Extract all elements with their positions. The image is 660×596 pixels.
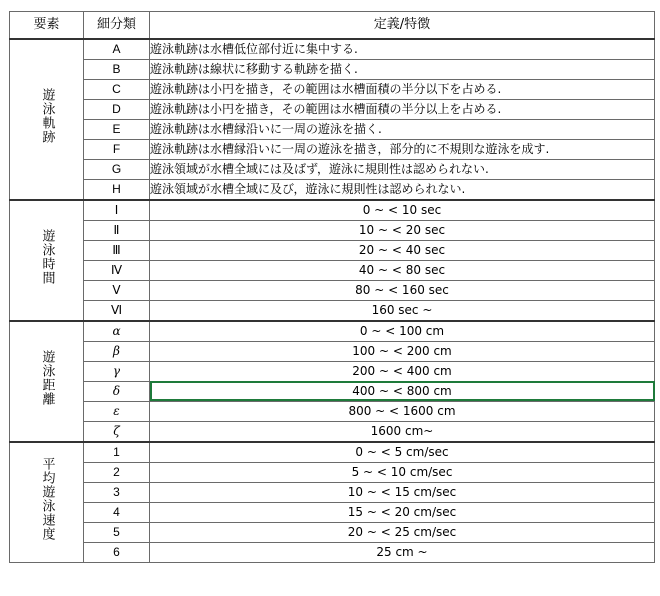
table-row bbox=[10, 280, 655, 300]
subclass-cell[interactable]: 3 bbox=[84, 482, 150, 502]
subclass-cell[interactable]: Ⅱ bbox=[84, 220, 150, 240]
definition-cell[interactable]: 100 ~ < 200 cm bbox=[150, 341, 655, 361]
subclass-cell[interactable]: Ⅴ bbox=[84, 280, 150, 300]
definition-cell[interactable]: 200 ~ < 400 cm bbox=[150, 361, 655, 381]
table-row bbox=[10, 240, 655, 260]
definition-cell[interactable]: 遊泳領域が水槽全域に及び，遊泳に規則性は認められない. bbox=[150, 179, 655, 200]
table-row bbox=[10, 401, 655, 421]
table-row bbox=[10, 421, 655, 442]
subclass-cell[interactable]: ζ bbox=[84, 421, 150, 442]
header-element[interactable]: 要素 bbox=[10, 12, 84, 39]
definition-cell[interactable]: 遊泳軌跡は小円を描き，その範囲は水槽面積の半分以上を占める. bbox=[150, 99, 655, 119]
table-row bbox=[10, 119, 655, 139]
subclass-cell[interactable]: 4 bbox=[84, 502, 150, 522]
group-swim-trajectory bbox=[10, 39, 655, 200]
definition-cell[interactable]: 15 ~ < 20 cm/sec bbox=[150, 502, 655, 522]
subclass-cell[interactable]: F bbox=[84, 139, 150, 159]
subclass-cell[interactable]: H bbox=[84, 179, 150, 200]
header-subclass[interactable]: 細分類 bbox=[84, 12, 150, 39]
group-swim-distance bbox=[10, 321, 655, 442]
table-row bbox=[10, 341, 655, 361]
group-label: 平均遊泳速度 bbox=[39, 457, 55, 541]
group-label: 遊泳時間 bbox=[39, 229, 55, 285]
table-row bbox=[10, 300, 655, 321]
table-row bbox=[10, 502, 655, 522]
group-label-cell[interactable] bbox=[10, 442, 84, 563]
group-swim-time bbox=[10, 200, 655, 321]
table-row bbox=[10, 59, 655, 79]
group-avg-speed bbox=[10, 442, 655, 563]
definition-cell[interactable]: 160 sec ~ bbox=[150, 300, 655, 321]
subclass-cell[interactable]: Ⅵ bbox=[84, 300, 150, 321]
table-row bbox=[10, 39, 655, 60]
subclass-cell[interactable]: B bbox=[84, 59, 150, 79]
table-row bbox=[10, 79, 655, 99]
table-row bbox=[10, 442, 655, 463]
definition-cell[interactable]: 遊泳軌跡は水槽低位部付近に集中する. bbox=[150, 39, 655, 60]
table-row bbox=[10, 462, 655, 482]
subclass-cell[interactable]: γ bbox=[84, 361, 150, 381]
table-row bbox=[10, 381, 655, 401]
selected-cell[interactable]: 400 ~ < 800 cm bbox=[150, 381, 655, 401]
definition-cell[interactable]: 10 ~ < 20 sec bbox=[150, 220, 655, 240]
subclass-cell[interactable]: C bbox=[84, 79, 150, 99]
subclass-cell[interactable]: Ⅰ bbox=[84, 200, 150, 221]
table-row bbox=[10, 482, 655, 502]
header-definition[interactable]: 定義/特徴 bbox=[150, 12, 655, 39]
definition-cell[interactable]: 遊泳軌跡は小円を描き，その範囲は水槽面積の半分以下を占める. bbox=[150, 79, 655, 99]
table-row bbox=[10, 139, 655, 159]
definition-cell[interactable]: 0 ~ < 5 cm/sec bbox=[150, 442, 655, 463]
group-label: 遊泳距離 bbox=[39, 350, 55, 406]
subclass-cell[interactable]: β bbox=[84, 341, 150, 361]
definition-cell[interactable]: 5 ~ < 10 cm/sec bbox=[150, 462, 655, 482]
definition-cell[interactable]: 20 ~ < 25 cm/sec bbox=[150, 522, 655, 542]
subclass-cell[interactable]: ε bbox=[84, 401, 150, 421]
group-label-cell[interactable] bbox=[10, 200, 84, 321]
subclass-cell[interactable]: A bbox=[84, 39, 150, 60]
header-row bbox=[10, 12, 655, 39]
table-row bbox=[10, 522, 655, 542]
subclass-cell[interactable]: α bbox=[84, 321, 150, 342]
definition-cell[interactable]: 遊泳軌跡は水槽縁沿いに一周の遊泳を描き，部分的に不規則な遊泳を成す. bbox=[150, 139, 655, 159]
definition-cell[interactable]: 800 ~ < 1600 cm bbox=[150, 401, 655, 421]
subclass-cell[interactable]: Ⅲ bbox=[84, 240, 150, 260]
subclass-cell[interactable]: δ bbox=[84, 381, 150, 401]
subclass-cell[interactable]: 1 bbox=[84, 442, 150, 463]
definition-cell[interactable]: 10 ~ < 15 cm/sec bbox=[150, 482, 655, 502]
subclass-cell[interactable]: D bbox=[84, 99, 150, 119]
subclass-cell[interactable]: 5 bbox=[84, 522, 150, 542]
definition-cell[interactable]: 20 ~ < 40 sec bbox=[150, 240, 655, 260]
definition-cell[interactable]: 遊泳軌跡は水槽縁沿いに一周の遊泳を描く. bbox=[150, 119, 655, 139]
group-label-cell[interactable] bbox=[10, 39, 84, 200]
table-row bbox=[10, 200, 655, 221]
definition-cell[interactable]: 遊泳領域が水槽全域には及ばず，遊泳に規則性は認められない. bbox=[150, 159, 655, 179]
table-row bbox=[10, 361, 655, 381]
subclass-cell[interactable]: Ⅳ bbox=[84, 260, 150, 280]
definition-cell[interactable]: 遊泳軌跡は線状に移動する軌跡を描く. bbox=[150, 59, 655, 79]
definition-cell[interactable]: 40 ~ < 80 sec bbox=[150, 260, 655, 280]
table-row bbox=[10, 159, 655, 179]
table-row bbox=[10, 99, 655, 119]
table-row bbox=[10, 260, 655, 280]
definition-table bbox=[9, 11, 655, 563]
definition-cell[interactable]: 80 ~ < 160 sec bbox=[150, 280, 655, 300]
table-row bbox=[10, 542, 655, 562]
subclass-cell[interactable]: G bbox=[84, 159, 150, 179]
subclass-cell[interactable]: E bbox=[84, 119, 150, 139]
definition-cell[interactable]: 1600 cm~ bbox=[150, 421, 655, 442]
group-label-cell[interactable] bbox=[10, 321, 84, 442]
subclass-cell[interactable]: 2 bbox=[84, 462, 150, 482]
table-row bbox=[10, 321, 655, 342]
table-row bbox=[10, 179, 655, 200]
subclass-cell[interactable]: 6 bbox=[84, 542, 150, 562]
definition-cell[interactable]: 25 cm ~ bbox=[150, 542, 655, 562]
definition-cell[interactable]: 0 ~ < 10 sec bbox=[150, 200, 655, 221]
table-row bbox=[10, 220, 655, 240]
definition-cell[interactable]: 0 ~ < 100 cm bbox=[150, 321, 655, 342]
group-label: 遊泳軌跡 bbox=[39, 88, 55, 144]
